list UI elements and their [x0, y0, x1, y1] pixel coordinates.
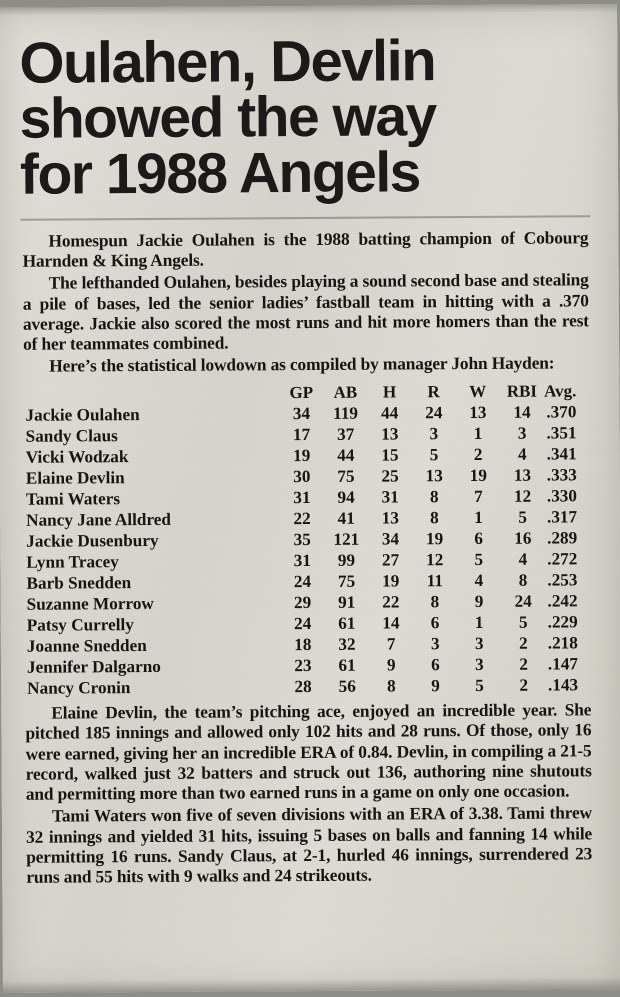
player-gp: 23: [294, 655, 312, 675]
player-name: Jackie Dusenbury: [26, 530, 159, 551]
stats-table: [25, 381, 580, 699]
newspaper-clipping: [0, 4, 620, 993]
player-h: 13: [381, 424, 399, 444]
player-w: 1: [473, 424, 483, 444]
player-avg: .351: [546, 423, 577, 443]
table-row: [27, 674, 580, 698]
player-ab: 61: [338, 655, 356, 675]
player-gp: 31: [293, 487, 311, 508]
column-header-rbi: RBI: [506, 381, 538, 401]
player-h: 8: [386, 676, 396, 696]
column-header-avg: Avg.: [543, 381, 577, 401]
column-header-ab: AB: [333, 382, 358, 402]
player-ab: 121: [333, 529, 360, 549]
column-header-name: [25, 383, 279, 406]
player-h: 44: [381, 403, 399, 423]
player-r: 12: [426, 550, 444, 570]
player-ab: 41: [337, 508, 355, 528]
player-w: 9: [474, 591, 484, 611]
column-header-gp: GP: [289, 382, 314, 402]
player-name: Tami Waters: [25, 489, 121, 509]
player-r: 9: [431, 675, 440, 695]
player-name: Suzanne Morrow: [26, 593, 154, 614]
paragraph: Here’s the statistical lowdown as compiled by manager John Hayden:: [49, 352, 555, 376]
headline-divider: [20, 215, 590, 220]
headline-line-1: Oulahen, Devlin: [19, 28, 436, 96]
player-h: 7: [386, 634, 396, 654]
player-avg: .147: [547, 653, 579, 674]
player-h: 31: [381, 487, 399, 507]
player-name: Nancy Jane Alldred: [26, 509, 172, 530]
player-w: 13: [469, 403, 487, 423]
player-r: 6: [430, 612, 440, 632]
player-w: 1: [474, 507, 483, 527]
player-h: 25: [381, 466, 399, 486]
player-ab: 56: [338, 676, 356, 696]
player-name: Lynn Tracey: [26, 552, 119, 572]
player-r: 13: [425, 466, 443, 486]
player-w: 4: [474, 570, 484, 590]
player-name: Jennifer Dalgarno: [26, 656, 161, 677]
player-avg: .272: [547, 549, 578, 569]
player-r: 8: [430, 508, 439, 528]
player-gp: 24: [294, 613, 312, 633]
player-avg: .317: [546, 507, 578, 527]
player-w: 3: [475, 654, 484, 674]
player-rbi: 24: [514, 591, 532, 611]
player-avg: .330: [546, 486, 577, 506]
player-gp: 28: [294, 676, 312, 696]
player-avg: .341: [546, 444, 577, 464]
article-lead: [22, 227, 589, 376]
player-gp: 22: [293, 508, 311, 529]
player-r: 11: [426, 570, 443, 591]
column-header-w: W: [469, 381, 487, 401]
paragraph: Homespun Jackie Oulahen is the 1988 batting champion of Cobourg Harnden & King Angels.: [22, 227, 589, 271]
player-w: 5: [474, 549, 484, 569]
player-avg: .143: [547, 674, 579, 695]
player-avg: .218: [547, 633, 578, 653]
player-h: 34: [381, 529, 400, 549]
paragraph: Elaine Devlin, the team’s pitching ace, enjoyed an incredible year. She pitched 185 innings and allowed only 102 hits and 28 runs. Of those, only 16 were earned, giving her an incredible ERA of 0.84. Devlin, in compiling a 21-5 record, walked just 32 batters and struck out 136, authoring nine shutouts and permitting more than two earned runs in a game on only one occasion.: [25, 699, 592, 804]
player-r: 5: [429, 445, 439, 465]
player-gp: 35: [293, 529, 311, 549]
player-avg: .229: [547, 612, 578, 632]
player-name: Joanne Snedden: [26, 635, 147, 656]
player-avg: .289: [547, 528, 578, 548]
player-ab: 61: [338, 613, 356, 633]
paragraph: The lefthanded Oulahen, besides playing a sound second base and stealing a pile of bases, led the senior ladies’ fastball team in hitting with a .370 average. Jackie also scored the most runs and hit more homers than the rest of her teammates combined.: [22, 269, 589, 354]
player-ab: 37: [337, 424, 355, 444]
headline-line-2: showed the way: [19, 84, 436, 152]
player-ab: 32: [338, 634, 356, 654]
player-rbi: 5: [518, 507, 528, 527]
player-rbi: 14: [513, 402, 531, 422]
player-avg: .242: [547, 591, 578, 611]
player-gp: 29: [293, 592, 312, 612]
player-avg: .333: [546, 465, 577, 485]
player-name: Sandy Claus: [25, 426, 118, 446]
player-name: Jackie Oulahen: [25, 405, 140, 425]
player-name: Elaine Devlin: [25, 468, 125, 488]
player-w: 5: [475, 675, 484, 695]
player-h: 22: [382, 592, 400, 612]
player-rbi: 4: [517, 444, 527, 464]
article-closing: [25, 699, 592, 887]
player-r: 8: [429, 487, 439, 507]
player-w: 19: [469, 465, 487, 486]
player-name: Barb Snedden: [26, 572, 132, 593]
clipping-bottom-edge: [0, 977, 620, 993]
player-rbi: 13: [513, 465, 532, 485]
player-ab: 75: [337, 466, 355, 486]
player-r: 3: [429, 424, 439, 444]
player-rbi: 8: [518, 570, 528, 590]
player-ab: 94: [337, 487, 355, 507]
player-rbi: 2: [519, 675, 529, 695]
player-gp: 17: [292, 425, 311, 445]
player-w: 2: [473, 445, 483, 465]
player-gp: 31: [293, 550, 311, 570]
player-w: 6: [474, 528, 484, 548]
player-rbi: 16: [514, 528, 532, 548]
player-w: 3: [474, 633, 484, 653]
player-h: 27: [381, 550, 400, 570]
player-avg: .253: [547, 570, 578, 590]
player-r: 19: [425, 529, 444, 549]
player-h: 9: [386, 655, 396, 675]
player-h: 19: [382, 571, 400, 591]
player-w: 7: [474, 486, 483, 506]
column-header-h: H: [382, 382, 397, 402]
player-rbi: 4: [518, 549, 528, 569]
player-h: 15: [381, 445, 399, 465]
player-rbi: 2: [519, 633, 528, 653]
headline-line-3: for 1988 Angels: [19, 139, 421, 207]
player-h: 13: [381, 508, 399, 528]
page-title: [19, 28, 592, 207]
player-r: 3: [430, 633, 440, 653]
player-ab: 99: [337, 550, 356, 570]
player-gp: 18: [294, 634, 312, 654]
player-name: Patsy Currelly: [26, 614, 134, 635]
player-r: 24: [425, 403, 443, 423]
article-content: [0, 4, 620, 887]
player-ab: 75: [337, 571, 356, 591]
player-gp: 24: [293, 571, 312, 591]
player-rbi: 3: [517, 423, 527, 443]
player-gp: 34: [292, 404, 311, 424]
player-rbi: 2: [519, 654, 528, 674]
player-h: 14: [382, 613, 400, 633]
player-gp: 30: [293, 467, 311, 487]
player-name: Nancy Cronin: [27, 677, 131, 698]
player-avg: .370: [546, 402, 577, 422]
player-r: 6: [430, 654, 440, 674]
paragraph: Tami Waters won five of seven divisions with an ERA of 3.38. Tami threw 32 innings and yielded 31 hits, issuing 5 bases on balls and fanning 14 while permitting 16 runs. Sandy Claus, at 2-1, hurled 46 innings, surrendered 23 runs and 55 hits with 9 walks and 24 strikeouts.: [25, 802, 593, 887]
player-rbi: 5: [518, 612, 528, 632]
player-name: Vicki Wodzak: [25, 447, 129, 467]
player-r: 8: [430, 591, 440, 612]
column-header-r: R: [427, 381, 440, 401]
player-ab: 91: [338, 592, 356, 612]
stats-table-body: [25, 402, 580, 699]
player-gp: 19: [293, 446, 311, 466]
player-rbi: 12: [513, 486, 532, 506]
player-ab: 44: [337, 445, 355, 465]
player-ab: 119: [333, 403, 359, 424]
player-w: 1: [474, 612, 484, 632]
